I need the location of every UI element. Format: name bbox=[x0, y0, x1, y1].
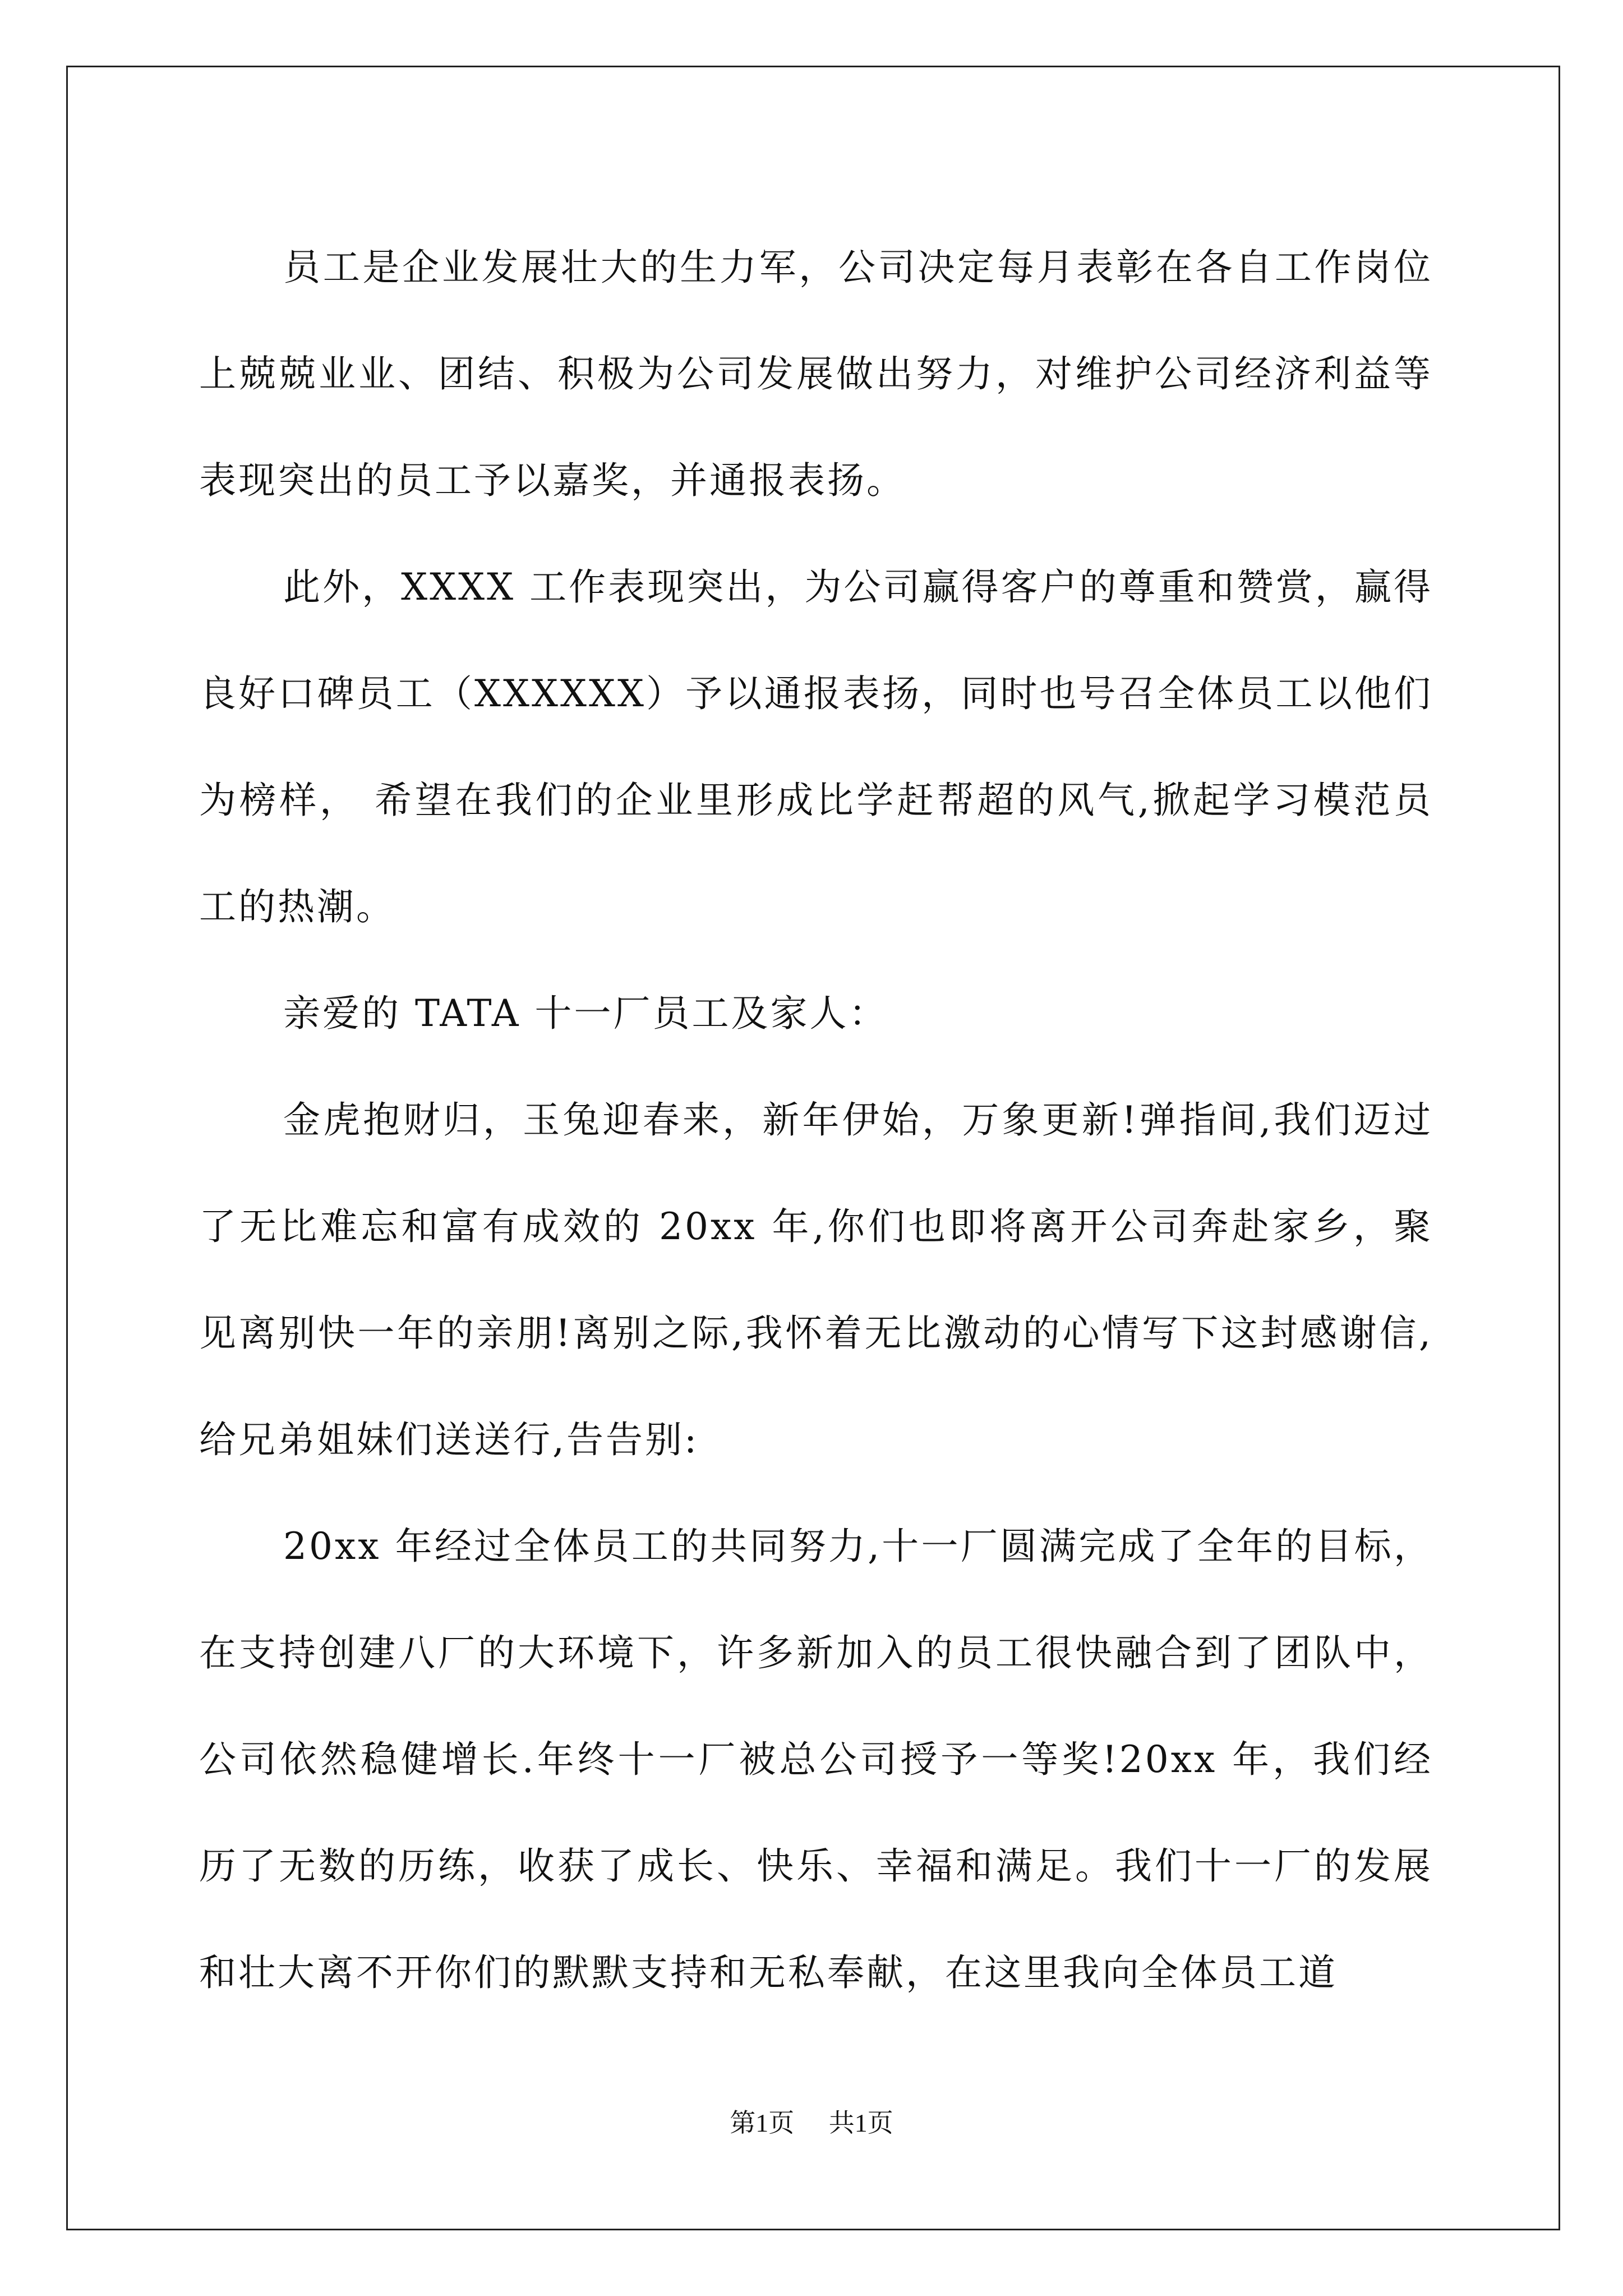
paragraph-salutation: 亲爱的 TATA 十一厂员工及家人： bbox=[283, 992, 888, 1035]
document-body bbox=[199, 214, 1433, 2026]
paragraph: 金虎抱财归，玉兔迎春来，新年伊始，万象更新!弹指间,我们迈过了无比难忘和富有成效的 20xx 年,你们也即将离开公司奔赴家乡，聚见离别快一年的亲朋!离别之际,我怀着无比激动的心情写下这封感谢信,给兄弟姐妹们送送行,告告别: bbox=[199, 1098, 1433, 1461]
paragraph: 此外，XXXX 工作表现突出，为公司赢得客户的尊重和赞赏，赢得良好口碑员工（XXXXXX）予以通报表扬，同时也号召全体员工以他们为榜样， 希望在我们的企业里形成比学赶帮超的风气,掀起学习模范员工的热潮。 bbox=[199, 565, 1433, 928]
page-number-current: 第1页 bbox=[730, 2109, 795, 2137]
paragraph: 员工是企业发展壮大的生力军，公司决定每月表彰在各自工作岗位上兢兢业业、团结、积极为公司发展做出努力，对维护公司经济利益等表现突出的员工予以嘉奖，并通报表扬。 bbox=[199, 246, 1433, 502]
page-footer bbox=[0, 2102, 1623, 2139]
page-number-total: 共1页 bbox=[828, 2109, 893, 2137]
paragraph: 20xx 年经过全体员工的共同努力,十一厂圆满完成了全年的目标，在支持创建八厂的大环境下，许多新加入的员工很快融合到了团队中，公司依然稳健增长.年终十一厂被总公司授予一等奖!20xx 年，我们经历了无数的历练，收获了成长、快乐、幸福和满足。我们十一厂的发展和壮大离不开你们的默默支持和无私奉献，在这里我向全体员工道 bbox=[199, 1525, 1433, 1994]
